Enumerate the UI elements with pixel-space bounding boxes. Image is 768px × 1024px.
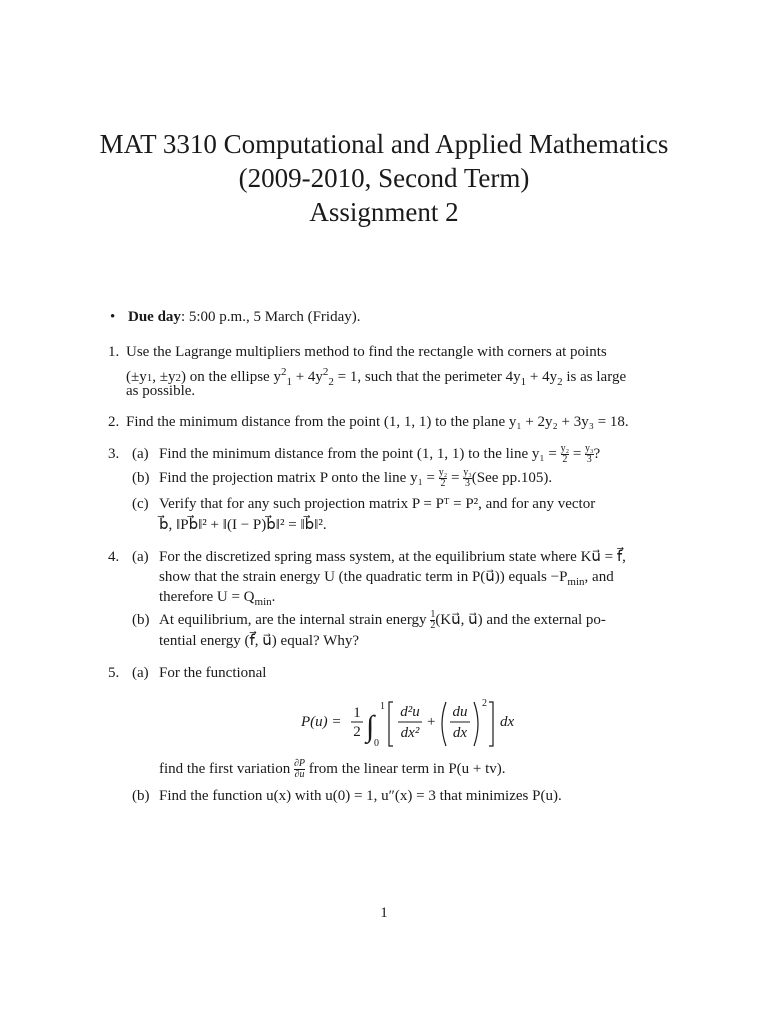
problem-number: 1. (108, 344, 120, 360)
problem-4b-line-1: At equilibrium, are the internal strain energy $\frac{1}{2}$ (Ku⃗, u⃗) and the external po- (159, 609, 606, 632)
problem-1-line-1: Use the Lagrange multipliers method to find the rectangle with corners at points (126, 344, 607, 360)
left-paren-icon (442, 702, 446, 746)
formula-svg (190, 694, 590, 750)
part-label: (c) (132, 496, 149, 512)
problem-number: 5. (108, 665, 120, 681)
part-label: (b) (132, 788, 150, 804)
problem-3c-line-2: b⃗, ‖Pb⃗‖² + ‖(I − P)b⃗‖² = ‖b⃗‖². (159, 517, 327, 533)
due-date-line (110, 307, 665, 327)
problem-3b-text: Find the projection matrix P onto the line y₁ = $\frac{\text{y₂}}{2}$ = $\frac{\text{y₃}}{3}$ (See pp.105). (159, 467, 553, 490)
problem-5a-text: For the functional (159, 665, 267, 681)
left-bracket-icon (389, 702, 393, 746)
problem-5b-text: Find the function u(x) with u(0) = 1, u″(x) = 3 that minimizes P(u). (159, 788, 562, 804)
title-line-3: Assignment 2 (309, 197, 459, 227)
right-paren-icon (474, 702, 478, 746)
problem-4a-line-1: For the discretized spring mass system, at the equilibrium state where Ku⃗ = f⃗, (159, 549, 626, 565)
right-bracket-icon (489, 702, 493, 746)
plus-sign: + (427, 714, 436, 730)
problem-4b-line-2: tential energy (f⃗, u⃗) equal? Why? (159, 633, 359, 649)
half-denominator: 2 (353, 724, 361, 740)
problem-number: 3. (108, 446, 120, 462)
problem-1-line-2: (±y1, ±y2) on the ellipse $y^2_1 + 4y^2_2 = 1$, such that the perimeter $4y_1 + 4y_2$ is as large (126, 366, 627, 388)
due-label: Due day (128, 309, 181, 325)
functional-formula (190, 694, 590, 749)
title-line-2: (2009-2010, Second Term) (238, 163, 530, 193)
first-derivative-top: du (452, 704, 468, 720)
differential: dx (500, 714, 515, 730)
title-line-1: MAT 3310 Computational and Applied Mathematics (99, 129, 669, 159)
problem-number: 4. (108, 549, 120, 565)
due-text: : 5:00 p.m., 5 March (Friday). (180, 309, 361, 325)
bullet-icon: • (110, 309, 116, 325)
second-derivative-bottom: dx² (400, 725, 420, 741)
integral-lower: 0 (374, 738, 379, 749)
first-derivative-bottom: dx (452, 725, 468, 741)
problem-2-text: Find the minimum distance from the point (1, 1, 1) to the plane y₁ + 2y₂ + 3y₃ = 18. (126, 414, 629, 430)
part-label: (a) (132, 446, 149, 462)
formula-lhs: P(u) = (301, 714, 342, 730)
integral-sign-icon: ∫ (366, 710, 375, 743)
second-derivative-top: d²u (400, 704, 420, 720)
integral-upper: 1 (380, 701, 385, 712)
problem-number: 2. (108, 414, 120, 430)
problem-1-line-3: as possible. (126, 383, 196, 399)
problem-4a-line-3: therefore $U = Q_{min}$. (159, 589, 276, 608)
power: 2 (482, 698, 487, 709)
problem-4a-line-2: show that the strain energy U (the quadratic term in P(u⃗)) equals $-P_{min}$, and (159, 569, 614, 588)
page-number: 1 (380, 905, 388, 921)
part-label: (a) (132, 665, 149, 681)
problem-3c-line-1: Verify that for any such projection matrix P = Pᵀ = P², and for any vector (159, 496, 596, 512)
part-label: (b) (132, 612, 150, 628)
part-label: (b) (132, 470, 150, 486)
problem-3a-text: Find the minimum distance from the point (1, 1, 1) to the line y₁ = $\frac{\text{y₂}}{2}$ = $\frac{\text{y₃}}{3}$ ? (159, 443, 601, 466)
problem-5a-after: find the first variation $\frac{\partial P}{\partial u}$ from the linear term in P(u + tv). (159, 758, 506, 781)
half-numerator: 1 (353, 705, 361, 721)
part-label: (a) (132, 549, 149, 565)
